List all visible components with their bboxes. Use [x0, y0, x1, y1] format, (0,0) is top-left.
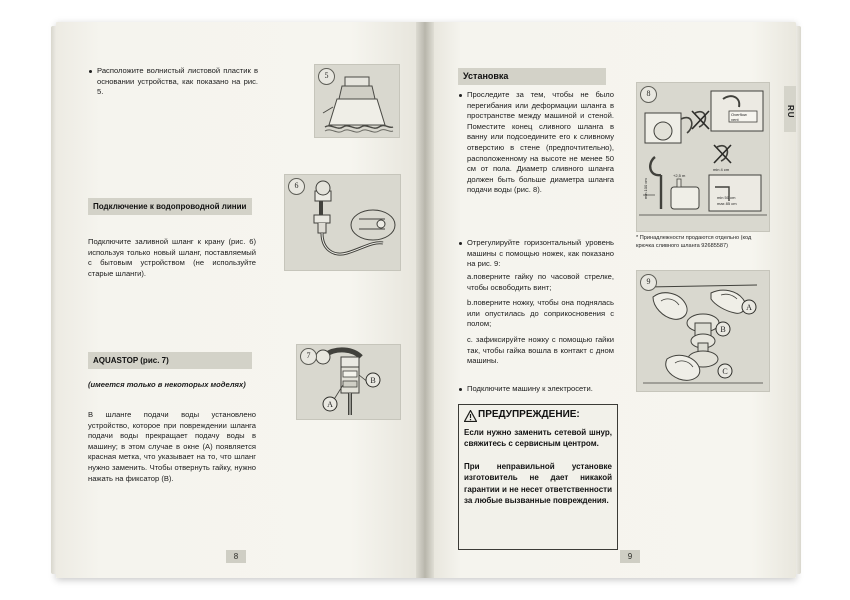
- warning-triangle-icon: [464, 410, 477, 422]
- figure-9-box: [636, 270, 770, 392]
- svg-text:min 50 cm: min 50 cm: [717, 195, 736, 200]
- svg-text:A: A: [327, 400, 333, 409]
- step-b-text: b.поверните ножку, чтобы она поднялась или опустилась до соприкосновения с полом;: [467, 298, 614, 329]
- step-a-text: a.поверните гайку по часовой стрелке, чтобы освободить винт;: [467, 272, 614, 292]
- level-text: Отрегулируйте горизонтальный уровень машины с помощью ножек, как показано на рис. 9:: [467, 238, 614, 269]
- figure-number-9: 9: [640, 274, 657, 291]
- paragraph-hose: [458, 90, 614, 196]
- heading-water-connection: Подключение к водопроводной линии: [88, 198, 252, 215]
- warning-body-1: Если нужно заменить сетевой шнур, свяжитесь с сервисным центром.: [464, 428, 612, 449]
- connect-text: Подключите машину к электросети.: [467, 384, 593, 393]
- figure-number-8: 8: [640, 86, 657, 103]
- paragraph-level: [458, 238, 614, 270]
- warning-box: [458, 404, 618, 550]
- figure-8-illustration: [637, 83, 769, 231]
- fig5-text: Расположите волнистый листовой пластик в основании устройства, как показано на рис. 5.: [97, 66, 258, 97]
- bullet-icon: [459, 242, 462, 245]
- bullet-icon: [459, 388, 462, 391]
- svg-text:C: C: [722, 367, 728, 376]
- svg-text:max 85 cm: max 85 cm: [717, 201, 737, 206]
- svg-text:B: B: [370, 376, 376, 385]
- svg-text:min 4 cm: min 4 cm: [713, 167, 730, 172]
- right-page: [424, 22, 796, 578]
- heading-aquastop: AQUASTOP (рис. 7): [88, 352, 252, 369]
- step-c-text: c. зафиксируйте ножку с помощью гайки так, чтобы гайка вошла в контакт с дном машины.: [467, 335, 614, 366]
- warning-body-2: При неправильной установке изготовитель не дает никакой гарантии и не несет ответственности за любые вызванные повреждения.: [464, 461, 612, 506]
- page-number-left: 8: [226, 550, 246, 563]
- warning-title: ПРЕДУПРЕЖДЕНИЕ:: [478, 409, 580, 420]
- figure-number-5: 5: [318, 68, 335, 85]
- figure-note: * Принадлежности продаются отдельно (код крючка сливного шланга 92685587): [636, 235, 752, 249]
- paragraph-aquastop: В шланге подачи воды установлено устройство, которое при повреждении шланга подачи воды прекращает подачу воды в машину; в этом случае в окне (A) появляется красная метка, что указывает на то, что шланг нужно заменить. Чтобы отвернуть гайку, нужно нажать на фиксатор (B).: [88, 410, 256, 483]
- open-booklet: [56, 22, 796, 578]
- svg-text:B: B: [720, 325, 726, 334]
- hose-text: Проследите за тем, чтобы не было перегибания или деформации шланга в пространстве между машиной и стеной. Поместите конец сливного шланга в ванну или подсоедините его к сливному отверстию в стене (предпочтительно), расположенному на высоте не менее 50 см от пола. Диаметр сливного шланга должен быть больше диаметра шланга подачи воды (рис. 8).: [467, 90, 614, 195]
- svg-text:min 100 cm: min 100 cm: [643, 178, 648, 199]
- figure-8-box: [636, 82, 770, 232]
- paragraph-fig5: [88, 66, 258, 98]
- svg-text:+2,5 m: +2,5 m: [673, 173, 686, 178]
- bullet-icon: [89, 70, 92, 73]
- page-number-right: 9: [620, 550, 640, 563]
- figure-number-6: 6: [288, 178, 305, 195]
- bullet-icon: [459, 94, 462, 97]
- figure-9-illustration: [637, 271, 769, 391]
- svg-text:A: A: [746, 303, 752, 312]
- paragraph-connect: [458, 384, 614, 395]
- svg-text:vent: vent: [731, 117, 739, 122]
- heading-installation: Установка: [458, 68, 606, 85]
- paragraph-water-connection: Подключите заливной шланг к крану (рис. 6) используя только новый шланг, поставляемый с бытовым устройством (не используйте старые шланги).: [88, 237, 256, 278]
- svg-text:Overflow: Overflow: [731, 112, 747, 117]
- left-page: [56, 22, 424, 578]
- subheading-aquastop: (имеется только в некоторых моделях): [88, 380, 246, 389]
- language-tab-ru: RU: [784, 86, 796, 132]
- figure-number-7: 7: [300, 348, 317, 365]
